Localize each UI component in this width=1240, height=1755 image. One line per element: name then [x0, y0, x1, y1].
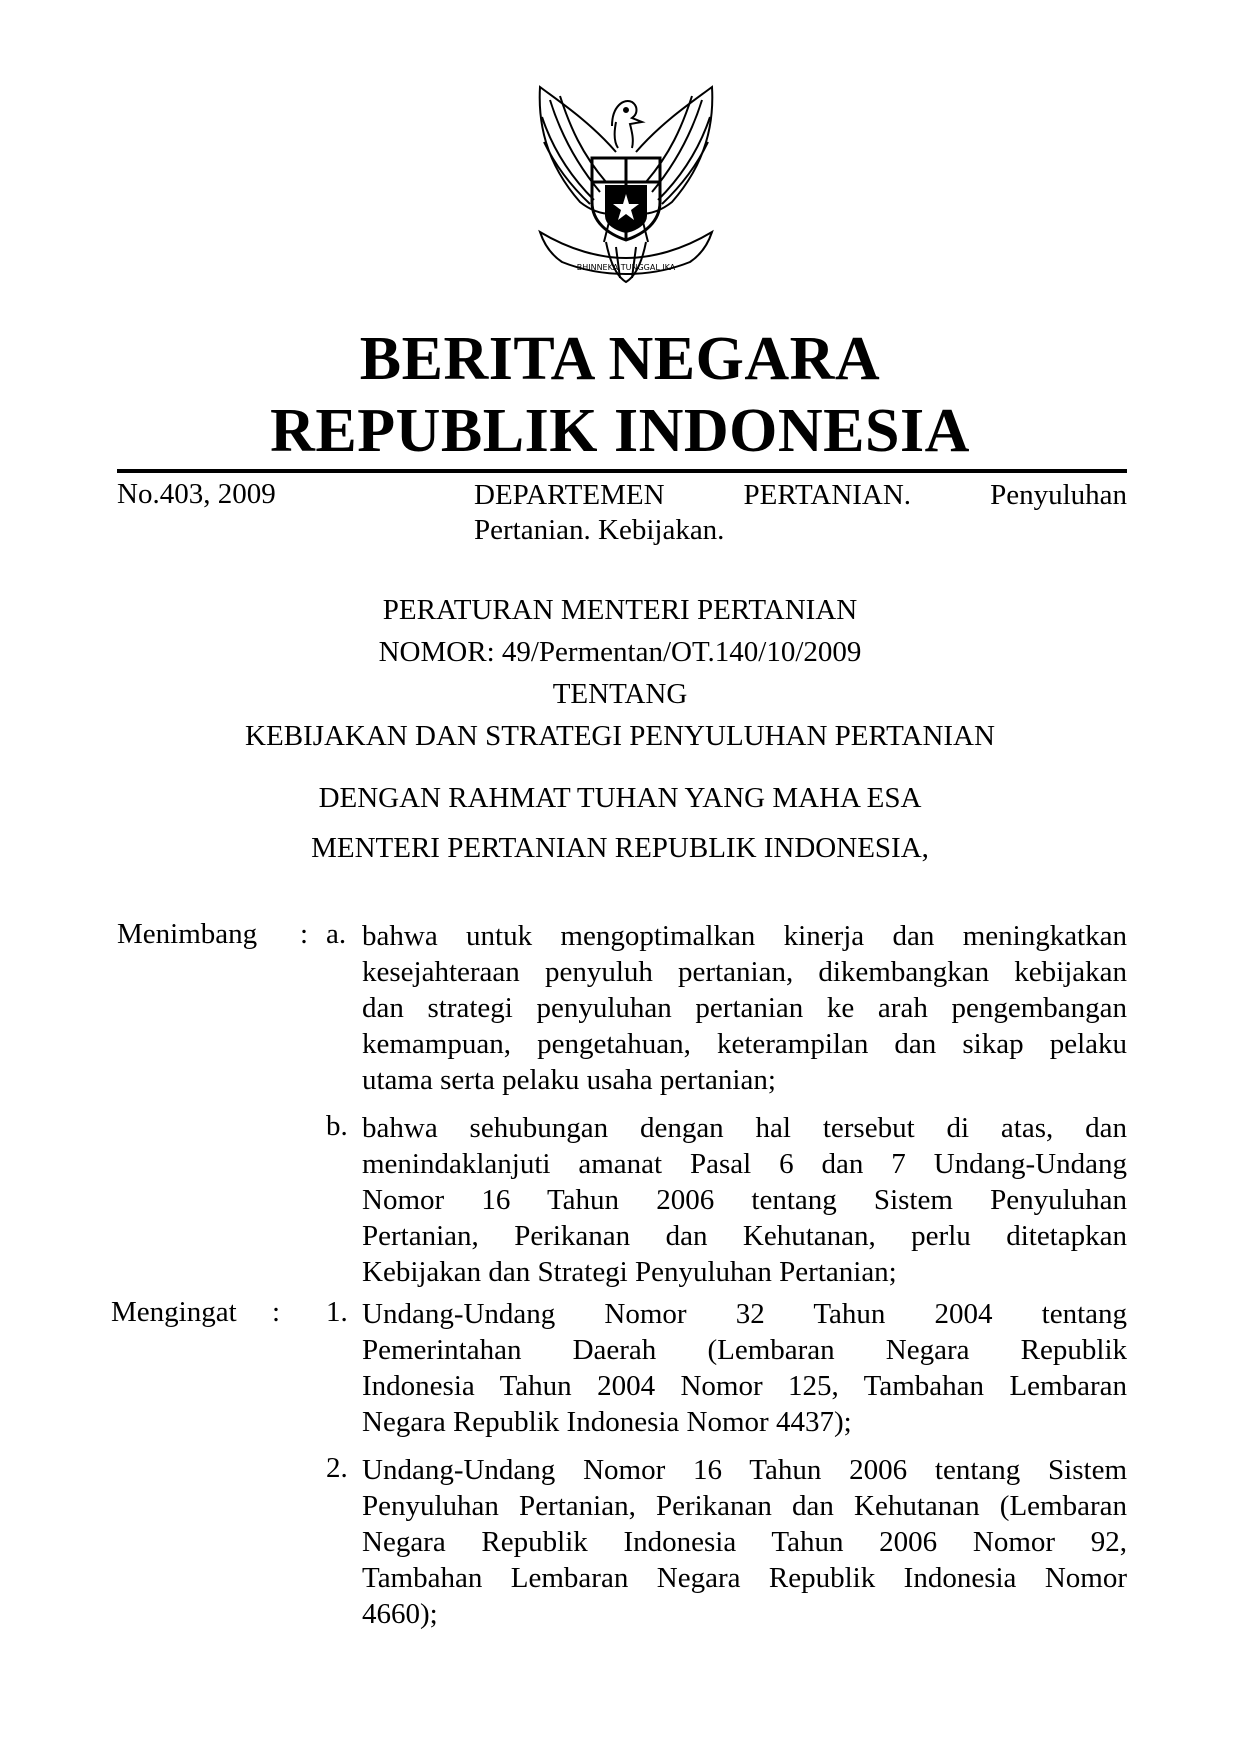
- text-line: Undang-Undang Nomor 16 Tahun 2006 tentang Sistem: [362, 1454, 1127, 1486]
- menimbang-item-a: [362, 918, 1127, 1098]
- text-line: 4660);: [362, 1598, 438, 1630]
- gazette-number: No.403, 2009: [117, 478, 276, 510]
- text-line: menindaklanjuti amanat Pasal 6 dan 7 Undang-Undang: [362, 1148, 1127, 1180]
- text-line: kemampuan, pengetahuan, keterampilan dan sikap pelaku: [362, 1028, 1127, 1060]
- regulation-subject: KEBIJAKAN DAN STRATEGI PENYULUHAN PERTANIAN: [245, 720, 995, 752]
- mengingat-colon: :: [272, 1296, 281, 1328]
- text-line: Kebijakan dan Strategi Penyuluhan Pertanian;: [362, 1256, 897, 1288]
- desc-word: DEPARTEMEN: [474, 479, 665, 511]
- masthead-line1: BERITA NEGARA: [359, 325, 881, 393]
- mengingat-item-1: [362, 1296, 1127, 1440]
- masthead-line2: REPUBLIK INDONESIA: [270, 397, 970, 465]
- text-line: utama serta pelaku usaha pertanian;: [362, 1064, 776, 1096]
- desc-word: Penyuluhan: [990, 479, 1127, 511]
- emblem-motto: BHINNEKA TUNGGAL IKA: [576, 263, 676, 272]
- regulation-title: PERATURAN MENTERI PERTANIAN: [382, 594, 858, 626]
- gazette-description: [474, 478, 1127, 548]
- text-line: Negara Republik Indonesia Nomor 4437);: [362, 1406, 852, 1438]
- menimbang-colon: :: [300, 918, 309, 950]
- desc-line2: Pertanian. Kebijakan.: [474, 514, 725, 546]
- text-line: Negara Republik Indonesia Tahun 2006 Nomor 92,: [362, 1526, 1127, 1558]
- menimbang-item-b: [362, 1110, 1127, 1290]
- item-marker: a.: [326, 918, 347, 950]
- masthead-rule: [117, 469, 1127, 473]
- regulation-issuer: MENTERI PERTANIAN REPUBLIK INDONESIA,: [311, 832, 929, 864]
- text-line: Pemerintahan Daerah (Lembaran Negara Republik: [362, 1334, 1127, 1366]
- regulation-about: TENTANG: [552, 678, 688, 710]
- text-line: Pertanian, Perikanan dan Kehutanan, perlu ditetapkan: [362, 1220, 1127, 1252]
- mengingat-label: Mengingat: [111, 1296, 237, 1328]
- text-line: Undang-Undang Nomor 32 Tahun 2004 tentang: [362, 1298, 1127, 1330]
- item-marker: b.: [326, 1110, 348, 1142]
- menimbang-label: Menimbang: [117, 918, 258, 950]
- item-marker: 1.: [326, 1296, 348, 1328]
- text-line: Tambahan Lembaran Negara Republik Indonesia Nomor: [362, 1562, 1127, 1594]
- garuda-emblem-icon: [520, 82, 732, 302]
- text-line: Penyuluhan Pertanian, Perikanan dan Kehutanan (Lembaran: [362, 1490, 1127, 1522]
- item-marker: 2.: [326, 1452, 348, 1484]
- text-line: kesejahteraan penyuluh pertanian, dikembangkan kebijakan: [362, 956, 1127, 988]
- text-line: dan strategi penyuluhan pertanian ke arah pengembangan: [362, 992, 1127, 1024]
- regulation-number: NOMOR: 49/Permentan/OT.140/10/2009: [378, 636, 862, 668]
- desc-word: PERTANIAN.: [743, 479, 912, 511]
- mengingat-item-2: [362, 1452, 1127, 1632]
- regulation-blessing: DENGAN RAHMAT TUHAN YANG MAHA ESA: [318, 782, 922, 814]
- text-line: Nomor 16 Tahun 2006 tentang Sistem Penyuluhan: [362, 1184, 1127, 1216]
- text-line: Indonesia Tahun 2004 Nomor 125, Tambahan Lembaran: [362, 1370, 1127, 1402]
- text-line: bahwa untuk mengoptimalkan kinerja dan meningkatkan: [362, 920, 1127, 952]
- text-line: bahwa sehubungan dengan hal tersebut di atas, dan: [362, 1112, 1127, 1144]
